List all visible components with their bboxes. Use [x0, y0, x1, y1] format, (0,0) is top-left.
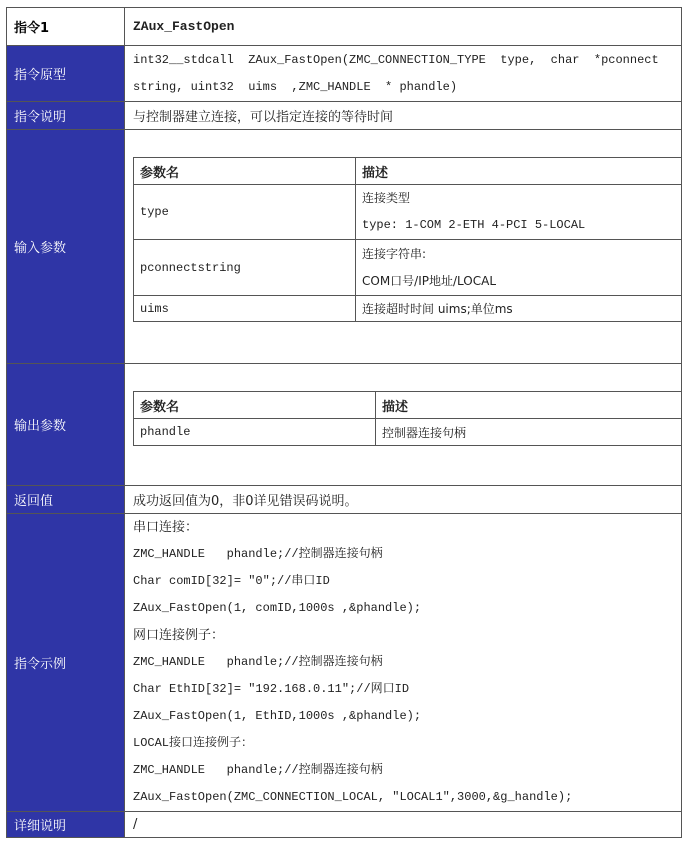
detail-value: /: [125, 812, 682, 838]
command-name: ZAux_FastOpen: [125, 8, 682, 46]
input-params-header: [134, 158, 682, 185]
param-name: type: [134, 185, 356, 240]
param-row-pconnectstring: [134, 240, 682, 296]
param-desc-line: 连接类型: [362, 191, 411, 205]
return-row: [7, 486, 682, 514]
description-label: 指令说明: [7, 102, 125, 130]
example-line: Char EthID[32]= "192.168.0.11";//网口ID: [133, 682, 410, 696]
param-row-phandle: [134, 419, 682, 446]
param-desc-line: COM口号/IP地址/LOCAL: [362, 273, 497, 288]
input-row: [7, 130, 682, 364]
example-line: ZAux_FastOpen(1, comID,1000s ,&phandle);: [133, 601, 422, 615]
param-desc-line: 连接字符串:: [362, 246, 427, 261]
param-desc-header: 描述: [376, 392, 682, 419]
header-row: [7, 8, 682, 46]
param-desc: 连接超时时间 uims;单位ms: [356, 296, 682, 322]
param-name: uims: [134, 296, 356, 322]
example-line: ZAux_FastOpen(1, EthID,1000s ,&phandle);: [133, 709, 422, 723]
param-name-header: 参数名: [134, 158, 356, 185]
description-row: [7, 102, 682, 130]
example-line: ZAux_FastOpen(ZMC_CONNECTION_LOCAL, "LOCAL1",3000,&g_handle);: [133, 790, 573, 804]
prototype-row: [7, 46, 682, 102]
param-name-header: 参数名: [134, 392, 376, 419]
return-label: 返回值: [7, 486, 125, 514]
param-row-type: [134, 185, 682, 240]
param-desc-line: type: 1-COM 2-ETH 4-PCI 5-LOCAL: [362, 218, 586, 232]
output-label: 输出参数: [7, 364, 125, 486]
return-value: 成功返回值为0，非0详见错误码说明。: [125, 486, 682, 514]
example-line: 网口连接例子：: [133, 628, 225, 643]
param-desc-header: 描述: [356, 158, 682, 185]
example-line: Char comID[32]= "0";//串口ID: [133, 574, 330, 588]
param-desc: 控制器连接句柄: [376, 419, 682, 446]
detail-label: 详细说明: [7, 812, 125, 838]
input-params-table: [133, 157, 682, 322]
example-label: 指令示例: [7, 514, 125, 812]
param-desc: [356, 240, 682, 296]
prototype-line: string, uint32 uims ,ZMC_HANDLE * phandle): [133, 79, 458, 94]
prototype-label: 指令原型: [7, 46, 125, 102]
prototype-line: int32__stdcall ZAux_FastOpen(ZMC_CONNECTION_TYPE type, char *pconnect: [133, 52, 659, 67]
command-number: 指令1: [7, 8, 125, 46]
example-line: ZMC_HANDLE phandle;//控制器连接句柄: [133, 655, 383, 669]
example-line: ZMC_HANDLE phandle;//控制器连接句柄: [133, 763, 383, 777]
detail-row: [7, 812, 682, 838]
example-code: [125, 514, 682, 812]
output-params-cell: [125, 364, 682, 486]
prototype-value: [125, 46, 682, 102]
example-line: LOCAL接口连接例子：: [133, 736, 254, 750]
param-row-uims: [134, 296, 682, 322]
example-line: ZMC_HANDLE phandle;//控制器连接句柄: [133, 547, 383, 561]
example-line: 串口连接：: [133, 520, 199, 535]
description-value: 与控制器建立连接，可以指定连接的等待时间: [125, 102, 682, 130]
param-name: pconnectstring: [134, 240, 356, 296]
input-params-cell: [125, 130, 682, 364]
param-name: phandle: [134, 419, 376, 446]
output-row: [7, 364, 682, 486]
output-params-header: [134, 392, 682, 419]
example-row: [7, 514, 682, 812]
param-desc: [356, 185, 682, 240]
output-params-table: [133, 391, 682, 446]
input-label: 输入参数: [7, 130, 125, 364]
api-table: [6, 7, 682, 838]
